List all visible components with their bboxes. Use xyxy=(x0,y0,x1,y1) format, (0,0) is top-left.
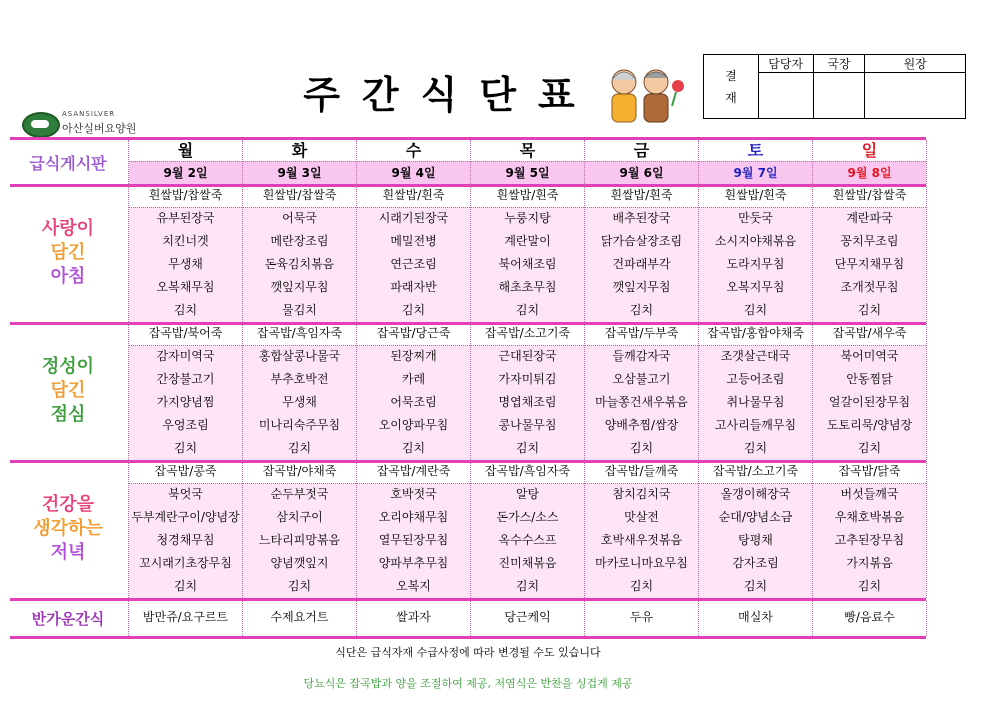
org-logo xyxy=(22,108,162,136)
menu-item: 호박젓국 xyxy=(390,487,437,501)
menu-item: 양념깻잎지 xyxy=(270,556,329,570)
menu-item: 닭가슴살장조림 xyxy=(600,234,683,248)
day-name: 토 xyxy=(747,141,764,160)
meal-label-line: 담긴 xyxy=(50,242,86,263)
meal-label xyxy=(10,184,126,322)
menu-item: 메밀전병 xyxy=(390,234,437,248)
menu-item: 가지볶음 xyxy=(846,556,893,570)
meal-label-line: 저녁 xyxy=(50,542,86,563)
meal-label-line: 아침 xyxy=(50,266,86,287)
menu-item: 옥수수스프 xyxy=(498,533,557,547)
menu-item: 안동찜닭 xyxy=(846,372,893,386)
day-date: 9월 8일 xyxy=(847,166,892,180)
approval-sign-slot[interactable] xyxy=(813,73,865,119)
day-date: 9월 3일 xyxy=(277,166,322,180)
menu-item: 돈육김치볶음 xyxy=(264,257,335,271)
menu-item: 미나리숙주무침 xyxy=(258,418,341,432)
menu-item: 잡곡밥/두부죽 xyxy=(604,326,679,340)
menu-item: 물김치 xyxy=(282,303,317,317)
section-divider xyxy=(10,598,926,601)
menu-item: 깻잎지무침 xyxy=(612,280,671,294)
menu-item: 김치 xyxy=(629,303,654,317)
meal-label-line: 생각하는 xyxy=(33,518,103,539)
menu-item: 돈가스/소스 xyxy=(496,510,559,524)
menu-item: 두부계란구이/양념장 xyxy=(131,510,240,524)
menu-item: 들깨감자국 xyxy=(612,349,671,363)
menu-item: 김치 xyxy=(857,303,882,317)
menu-item: 양배추찜/쌈장 xyxy=(604,418,679,432)
menu-item: 김치 xyxy=(287,441,312,455)
grandparents-illustration-icon xyxy=(598,66,690,128)
menu-item: 연근조림 xyxy=(390,257,437,271)
approval-role: 국장 xyxy=(813,55,865,73)
menu-item: 오복지무침 xyxy=(726,280,785,294)
menu-item: 계란말이 xyxy=(504,234,551,248)
menu-item: 건파래부각 xyxy=(612,257,671,271)
menu-item: 가자미튀김 xyxy=(498,372,557,386)
approval-box xyxy=(703,54,966,119)
menu-item: 잡곡밥/흑임자죽 xyxy=(484,464,571,478)
menu-item: 순두부젓국 xyxy=(270,487,329,501)
menu-item: 북엇국 xyxy=(168,487,203,501)
menu-item: 메란장조림 xyxy=(270,234,329,248)
menu-item: 흰쌀밥/흰죽 xyxy=(382,188,445,202)
menu-item: 콩나물무침 xyxy=(498,418,557,432)
menu-item: 오이양파무침 xyxy=(378,418,449,432)
board-label-text: 급식게시판 xyxy=(29,153,107,173)
menu-item: 오복채무침 xyxy=(156,280,215,294)
day-name: 일 xyxy=(861,141,878,160)
menu-item: 홍합살콩나물국 xyxy=(258,349,341,363)
menu-item: 명엽채조림 xyxy=(498,395,557,409)
day-name: 화 xyxy=(291,141,308,160)
menu-item: 유부된장국 xyxy=(156,211,215,225)
menu-item: 소시지야채볶음 xyxy=(714,234,797,248)
section-divider xyxy=(10,636,926,639)
menu-item: 흰쌀밥/흰죽 xyxy=(724,188,787,202)
menu-item: 무생채 xyxy=(282,395,317,409)
menu-item: 마늘쫑건새우볶음 xyxy=(595,395,688,409)
menu-item: 근대된장국 xyxy=(498,349,557,363)
menu-item: 무생채 xyxy=(168,257,203,271)
meal-label-line: 건강을 xyxy=(41,494,95,515)
menu-item: 깻잎지무침 xyxy=(270,280,329,294)
menu-item: 김치 xyxy=(401,303,426,317)
menu-item: 김치 xyxy=(515,441,540,455)
menu-item: 김치 xyxy=(515,303,540,317)
note-change: 식단은 급식자재 수급사정에 따라 변경될 수도 있습니다 xyxy=(335,646,601,659)
day-name: 수 xyxy=(405,141,422,160)
menu-item: 탕평채 xyxy=(738,533,773,547)
day-date: 9월 2일 xyxy=(163,166,208,180)
menu-item: 김치 xyxy=(743,441,768,455)
menu-item: 고등어조림 xyxy=(726,372,785,386)
menu-item: 잡곡밥/소고기죽 xyxy=(712,464,799,478)
meal-label-line: 담긴 xyxy=(50,380,86,401)
note-diet: 당뇨식은 잡곡밥과 양을 조절하여 제공, 저염식은 반찬을 싱겁게 제공 xyxy=(303,677,633,690)
menu-item: 조갯살근대국 xyxy=(720,349,791,363)
menu-item: 감자조림 xyxy=(732,556,779,570)
menu-item: 흰쌀밥/찹쌀죽 xyxy=(832,188,907,202)
day-date: 9월 5일 xyxy=(505,166,550,180)
menu-item: 느타리피망볶음 xyxy=(258,533,341,547)
menu-item: 도라지무침 xyxy=(726,257,785,271)
menu-item: 마카로니마요무침 xyxy=(595,556,688,570)
snack-item: 당근케익 xyxy=(504,610,551,624)
menu-item: 잡곡밥/흑임자죽 xyxy=(256,326,343,340)
menu-item: 잡곡밥/홍합야채죽 xyxy=(707,326,804,340)
day-name: 목 xyxy=(519,141,536,160)
approval-role: 원장 xyxy=(865,55,966,73)
menu-item: 맛살전 xyxy=(624,510,659,524)
snack-item: 쌀과자 xyxy=(396,610,431,624)
menu-item: 김치 xyxy=(743,579,768,593)
menu-item: 북어채조림 xyxy=(498,257,557,271)
menu-item: 단무지채무침 xyxy=(834,257,905,271)
approval-role: 담당자 xyxy=(758,55,813,73)
menu-item: 간장불고기 xyxy=(156,372,215,386)
menu-item: 김치 xyxy=(629,441,654,455)
menu-item: 잡곡밥/새우죽 xyxy=(832,326,907,340)
menu-item: 부추호박전 xyxy=(270,372,329,386)
menu-item: 열무된장무침 xyxy=(378,533,449,547)
menu-item: 북어미역국 xyxy=(840,349,899,363)
menu-item: 잡곡밥/들깨죽 xyxy=(604,464,679,478)
menu-item: 취나물무침 xyxy=(726,395,785,409)
menu-item: 계란파국 xyxy=(846,211,893,225)
menu-item: 우채호박볶음 xyxy=(834,510,905,524)
menu-item: 참치김치국 xyxy=(612,487,671,501)
menu-item: 양파부추무침 xyxy=(378,556,449,570)
menu-item: 김치 xyxy=(401,441,426,455)
board-label xyxy=(10,140,126,184)
menu-item: 김치 xyxy=(173,579,198,593)
menu-item: 잡곡밥/북어죽 xyxy=(148,326,223,340)
menu-item: 잡곡밥/계란죽 xyxy=(376,464,451,478)
org-name-en: ASANSILVER xyxy=(62,110,116,118)
day-name: 금 xyxy=(633,141,650,160)
menu-item: 잡곡밥/소고기죽 xyxy=(484,326,571,340)
menu-item: 삼치구이 xyxy=(276,510,323,524)
menu-item: 오삼불고기 xyxy=(612,372,671,386)
page-title: 주간식단표 xyxy=(303,73,597,117)
menu-item: 오리야채무침 xyxy=(378,510,449,524)
snack-label-text: 반가운간식 xyxy=(31,610,105,628)
menu-item: 김치 xyxy=(743,303,768,317)
menu-item: 흰쌀밥/찹쌀죽 xyxy=(148,188,223,202)
menu-item: 오복지 xyxy=(396,579,431,593)
menu-item: 올갱이해장국 xyxy=(720,487,791,501)
meal-label-line: 점심 xyxy=(50,404,86,425)
menu-item: 가지양념찜 xyxy=(156,395,215,409)
menu-item: 된장찌개 xyxy=(390,349,437,363)
menu-item: 꼬시래기초장무침 xyxy=(139,556,232,570)
approval-sign-slot[interactable] xyxy=(758,73,813,119)
menu-item: 진미채볶음 xyxy=(498,556,557,570)
menu-item: 버섯들깨국 xyxy=(840,487,899,501)
menu-item: 감자미역국 xyxy=(156,349,215,363)
snack-item: 빵/음료수 xyxy=(844,610,895,624)
menu-item: 흰쌀밥/흰죽 xyxy=(496,188,559,202)
menu-item: 알탕 xyxy=(515,487,540,501)
day-name: 월 xyxy=(177,141,194,160)
menu-item: 호박새우젓볶음 xyxy=(600,533,683,547)
meal-label xyxy=(10,460,126,598)
menu-item: 카레 xyxy=(401,372,426,386)
meal-label-line: 정성이 xyxy=(41,356,95,377)
menu-item: 잡곡밥/당근죽 xyxy=(376,326,451,340)
snack-item: 두유 xyxy=(629,610,654,624)
menu-item: 시래기된장국 xyxy=(378,211,449,225)
menu-item: 만둣국 xyxy=(738,211,773,225)
menu-item: 김치 xyxy=(857,441,882,455)
menu-item: 흰쌀밥/흰죽 xyxy=(610,188,673,202)
menu-item: 김치 xyxy=(173,303,198,317)
menu-item: 잡곡밥/야채죽 xyxy=(262,464,337,478)
meal-label-line: 사랑이 xyxy=(41,218,95,239)
menu-item: 김치 xyxy=(173,441,198,455)
menu-item: 해초초무침 xyxy=(498,280,557,294)
menu-item: 어묵조림 xyxy=(390,395,437,409)
snack-label xyxy=(10,601,126,636)
menu-item: 얼갈이된장무침 xyxy=(828,395,911,409)
menu-item: 어묵국 xyxy=(282,211,317,225)
approval-label: 결 재 xyxy=(704,55,759,119)
snack-item: 매실차 xyxy=(738,610,773,624)
menu-item: 조개젓무침 xyxy=(840,280,899,294)
snack-item: 수제요거트 xyxy=(270,610,329,624)
menu-item: 파래자반 xyxy=(390,280,437,294)
menu-item: 잡곡밥/콩죽 xyxy=(154,464,217,478)
menu-item: 우엉조림 xyxy=(162,418,209,432)
menu-item: 배추된장국 xyxy=(612,211,671,225)
day-date: 9월 4일 xyxy=(391,166,436,180)
menu-item: 고사리들깨무침 xyxy=(714,418,797,432)
meal-label xyxy=(10,322,126,460)
menu-item: 잡곡밥/닭죽 xyxy=(838,464,901,478)
menu-item: 청경채무침 xyxy=(156,533,215,547)
menu-item: 치킨너겟 xyxy=(162,234,209,248)
menu-item: 누룽지탕 xyxy=(504,211,551,225)
menu-item: 김치 xyxy=(629,579,654,593)
menu-item: 도토리묵/양념장 xyxy=(826,418,913,432)
approval-sign-slot[interactable] xyxy=(865,73,966,119)
menu-item: 흰쌀밥/찹쌀죽 xyxy=(262,188,337,202)
menu-item: 김치 xyxy=(287,579,312,593)
menu-item: 순대/양념소금 xyxy=(718,510,793,524)
menu-item: 고추된장무침 xyxy=(834,533,905,547)
day-date: 9월 7일 xyxy=(733,166,778,180)
menu-item: 김치 xyxy=(515,579,540,593)
snack-item: 밤만쥬/요구르트 xyxy=(142,610,229,624)
menu-item: 꽁치무조림 xyxy=(840,234,899,248)
org-emblem-icon xyxy=(22,112,60,138)
day-date: 9월 6일 xyxy=(619,166,664,180)
menu-item: 김치 xyxy=(857,579,882,593)
org-name-ko: 아산실버요양원 xyxy=(62,122,137,135)
